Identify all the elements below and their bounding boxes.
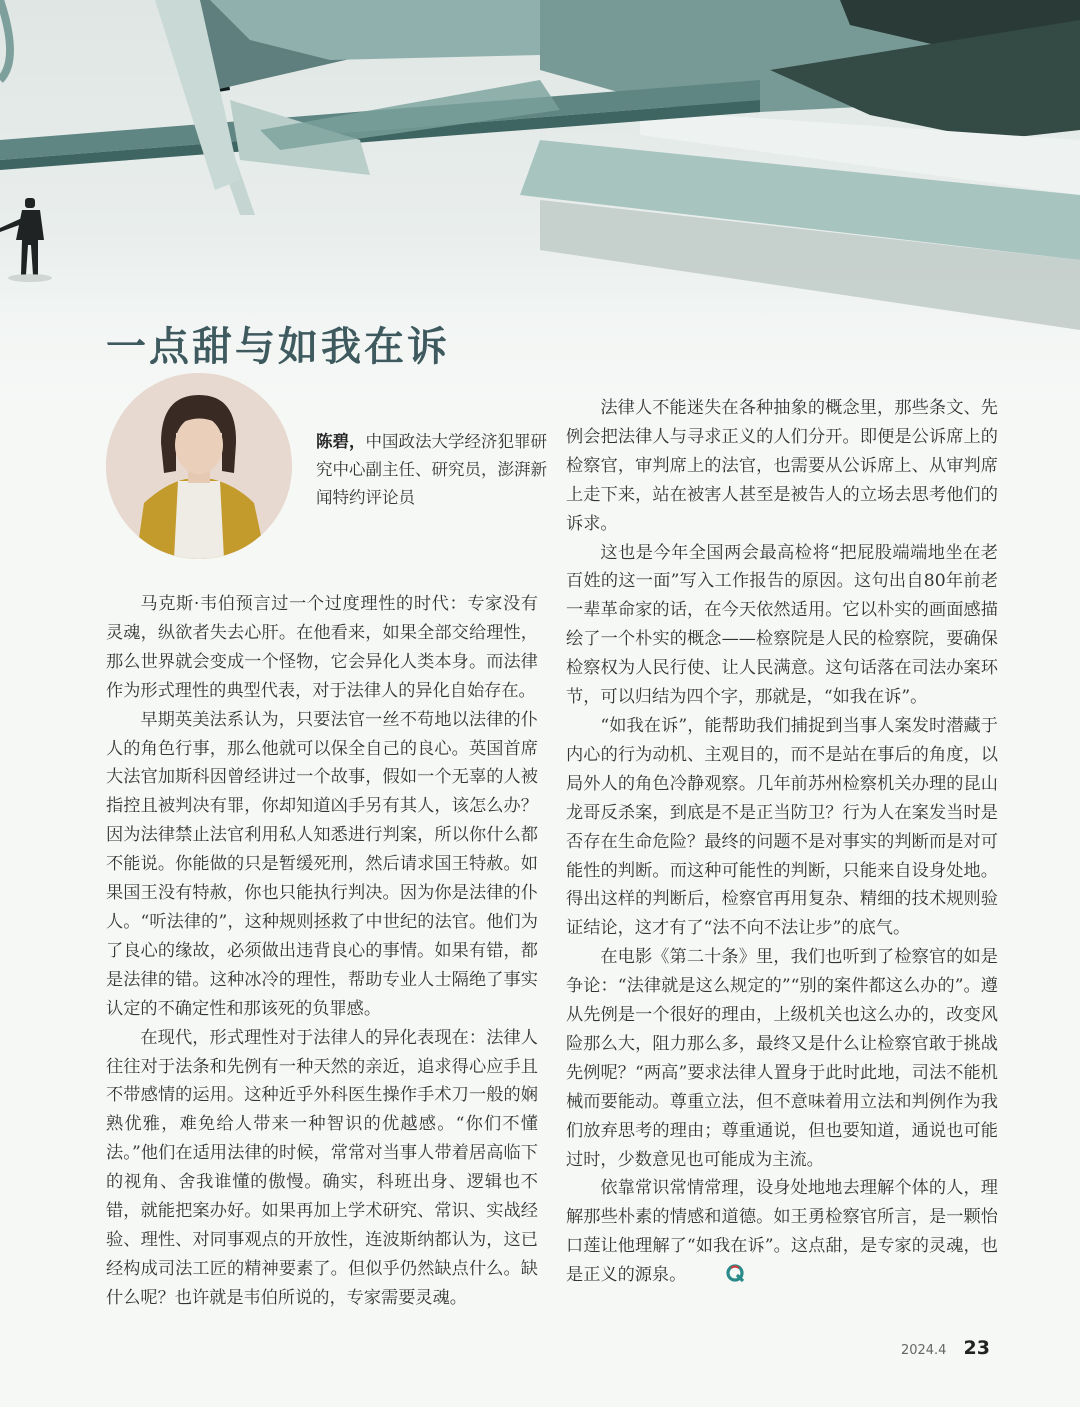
- paragraph: “如我在诉”，能帮助我们捕捉到当事人案发时潜藏于内心的行为动机、主观目的，而不是站在事后的角度，以局外人的角色冷静观察。几年前苏州检察机关办理的昆山龙哥反杀案，到底是不是正当防卫？行为人在案发当时是否存在生命危险？最终的问题不是对事实的判断而是对可能性的判断。而这种可能性的判断，只能来自设身处地。得出这样的判断后，检察官再用复杂、精细的技术规则验证结论，这才有了“法不向不法让步”的底气。: [566, 715, 998, 939]
- author-photo: [106, 373, 292, 559]
- paragraph-final-text: 依靠常识常情常理，设身处地地去理解个体的人，理解那些朴素的情感和道德。如王勇检察官所言，是一颗怡口莲让他理解了“如我在诉”。这点甜，是专家的灵魂，也是正义的源泉。: [566, 1178, 998, 1286]
- author-name: 陈碧: [316, 432, 349, 451]
- paragraph: 在现代，形式理性对于法律人的异化表现在：法律人往往对于法条和先例有一种天然的亲近，追求得心应手且不带感情的运用。这种近乎外科医生操作手术刀一般的娴熟优雅，难免给人带来一种智识的优越感。“你们不懂法。”他们在适用法律的时候，常常对当事人带着居高临下的视角、舍我谁懂的傲慢。确实，科班出身、逻辑也不错，就能把案办好。如果再加上学术研究、常识、实战经验、理性、对同事观点的开放性，连波斯纳都认为，这已经构成司法工匠的精神要素了。但似乎仍然缺点什么。缺什么呢？也许就是韦伯所说的，专家需要灵魂。: [106, 1027, 538, 1308]
- page-number: 23: [963, 1337, 990, 1359]
- article-column-left: [106, 590, 538, 1313]
- paragraph: 这也是今年全国两会最高检将“把屁股端端地坐在老百姓的这一面”写入工作报告的原因。这句出自80年前老一辈革命家的话，在今天依然适用。它以朴实的画面感描绘了一个朴实的概念——检察院是人民的检察院，要确保检察权为人民行使、让人民满意。这句话落在司法办案环节，可以归结为四个字，那就是，“如我在诉”。: [566, 542, 998, 708]
- paragraph: 在电影《第二十条》里，我们也听到了检察官的如是争论：“法律就是这么规定的”“别的案件都这么办的”。遵从先例是一个很好的理由，上级机关也这么办的，改变风险那么大，阻力那么多，最终又是什么让检察官敢于挑战先例呢？“两高”要求法律人置身于此时此地，司法不能机械而要能动。尊重立法，但不意味着用立法和判例作为我们放弃思考的理由；尊重通说，但也要知道，通说也可能过时，少数意见也可能成为主流。: [566, 947, 998, 1170]
- paragraph: 早期英美法系认为，只要法官一丝不苟地以法律的仆人的角色行事，那么他就可以保全自己的良心。英国首席大法官加斯科因曾经讲过一个故事，假如一个无辜的人被指控且被判决有罪，你却知道凶手另有其人，该怎么办？因为法律禁止法官利用私人知悉进行判案，所以你什么都不能说。你能做的只是暂缓死刑，然后请求国王特赦。如果国王没有特赦，你也只能执行判决。因为你是法律的仆人。“听法律的”，这种规则拯救了中世纪的法官。他们为了良心的缘故，必须做出违背良心的事情。如果有错，都是法律的错。这种冰冷的理性，帮助专业人士隔绝了事实认定的不确定性和那该死的负罪感。: [106, 709, 538, 1019]
- author-byline: [316, 428, 551, 512]
- author-name-separator: ，: [349, 432, 366, 451]
- paragraph-final: [566, 1174, 998, 1290]
- article-title: 一点甜与如我在诉: [106, 322, 450, 370]
- article-column-right: [566, 394, 998, 1290]
- page-footer: [901, 1337, 990, 1359]
- person-silhouette: [0, 198, 44, 275]
- paragraph: 马克斯·韦伯预言过一个过度理性的时代：专家没有灵魂，纵欲者失去心肝。在他看来，如果全部交给理性，那么世界就会变成一个怪物，它会异化人类本身。而法律作为形式理性的典型代表，对于法律人的异化自始存在。: [106, 594, 538, 701]
- author-bio: 中国政法大学经济犯罪研究中心副主任、研究员，澎湃新闻特约评论员: [316, 432, 547, 507]
- paragraph: 法律人不能迷失在各种抽象的概念里，那些条文、先例会把法律人与寻求正义的人们分开。即便是公诉席上的检察官，审判席上的法官，也需要从公诉席上、从审判席上走下来，站在被害人甚至是被告人的立场去思考他们的诉求。: [566, 398, 998, 534]
- magazine-logo-q-icon: [690, 1263, 710, 1283]
- author-portrait: [106, 373, 292, 559]
- issue-date: 2024.4: [900, 1343, 947, 1358]
